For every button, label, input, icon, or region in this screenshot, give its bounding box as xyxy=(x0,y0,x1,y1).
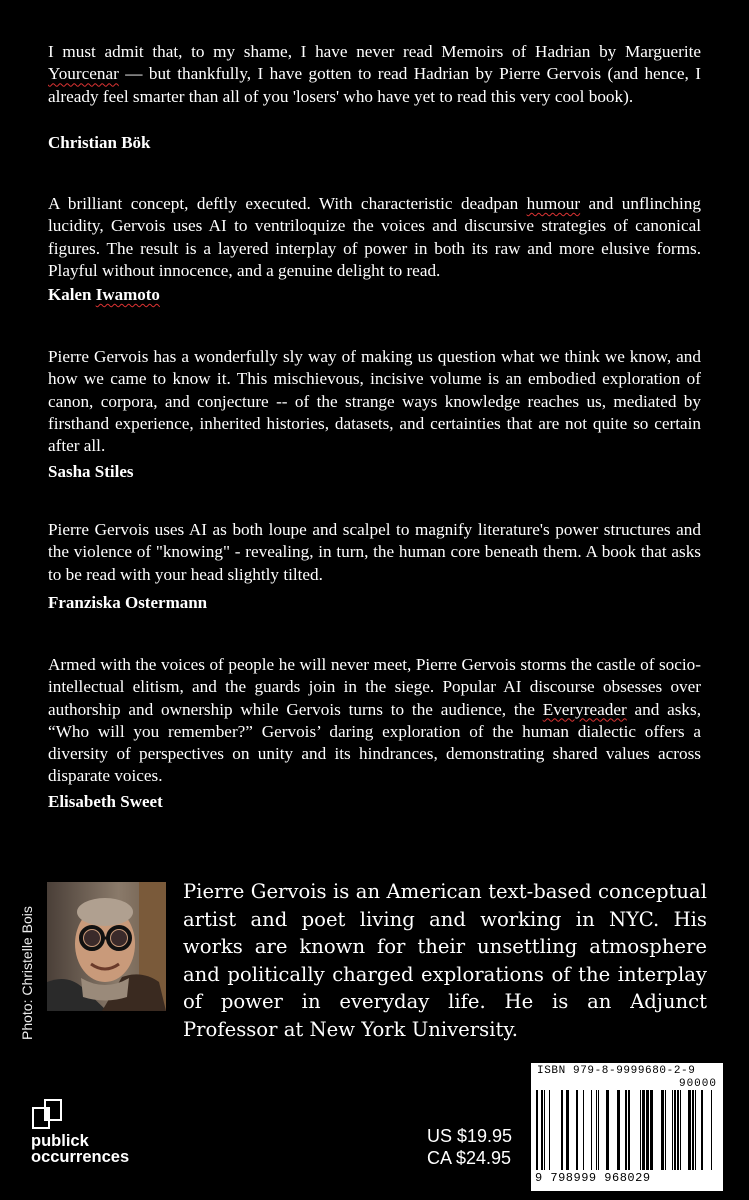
blurb-author: Christian Bök xyxy=(48,133,151,152)
barcode-bar xyxy=(566,1090,569,1170)
barcode-bar xyxy=(606,1090,609,1170)
barcode-bar xyxy=(536,1090,538,1170)
blurb-author: Kalen Iwamoto xyxy=(48,285,160,304)
author-bio: Pierre Gervois is an American text-based conceptual artist and poet living and working in NYC. His works are known for their unsettling atmosphere and politically charged explorations of the interplay of power in everyday life. He is an Adjunct Professor at New York University. xyxy=(183,880,707,1041)
barcode-bar xyxy=(642,1090,645,1170)
barcode-bar xyxy=(598,1090,599,1170)
barcode-bar xyxy=(625,1090,627,1170)
blurb-author: Sasha Stiles xyxy=(48,462,134,481)
barcode-bar xyxy=(674,1090,676,1170)
barcode-bar xyxy=(680,1090,681,1170)
barcode-bar xyxy=(692,1090,694,1170)
blurb-text: — but thankfully, I have gotten to read Hadrian by Pierre Gervois (and hence, I already feel smarter than all of you 'losers' who have yet to read this very cool book). xyxy=(48,64,701,106)
blurb-bok xyxy=(48,41,701,108)
blurb-text: A brilliant concept, deftly executed. With characteristic deadpan xyxy=(48,194,527,213)
barcode-bar xyxy=(688,1090,691,1170)
barcode-bar xyxy=(541,1090,543,1170)
isbn-label: ISBN 979-8-9999680-2-9 xyxy=(537,1065,696,1077)
isbn-barcode xyxy=(531,1063,723,1191)
photo-credit: Photo: Christelle Bois xyxy=(19,906,35,1040)
barcode-digits: 9 798999 968029 xyxy=(535,1171,651,1185)
flagged-word: Everyreader xyxy=(542,699,627,719)
barcode-bar xyxy=(701,1090,703,1170)
barcode-bar xyxy=(549,1090,550,1170)
barcode-bar xyxy=(661,1090,664,1170)
us-price: US $19.95 xyxy=(427,1126,513,1146)
barcode-bar xyxy=(596,1090,597,1170)
blurb-text: I must admit that, to my shame, I have never read Memoirs of Hadrian by Marguerite xyxy=(48,42,701,61)
price-code: 90000 xyxy=(678,1078,717,1090)
price-block xyxy=(427,1125,512,1169)
flagged-word: Yourcenar xyxy=(48,64,119,84)
blurb-text: and asks, “Who will you remember?” Gervois’ daring exploration of the human dialectic offers a diversity of perspectives on unity and its hindrances, demonstrating shared values across disparate voices. xyxy=(48,699,701,786)
author-photo xyxy=(47,882,166,1011)
barcode-bar xyxy=(711,1090,712,1170)
barcode-bar xyxy=(650,1090,653,1170)
blurb-text: and unflinching lucidity, Gervois uses AI to ventriloquize the voices and discursive strategies of canonical figures. The result is a layered interplay of power in both its raw and more elusive forms. Playful without innocence, and a genuine delight to read. xyxy=(48,194,701,280)
barcode-bar xyxy=(617,1090,620,1170)
blurb-stiles xyxy=(48,346,701,457)
blurb-author: Elisabeth Sweet xyxy=(48,792,163,811)
barcode-bars xyxy=(536,1090,718,1170)
barcode-bar xyxy=(576,1090,578,1170)
author-portrait-icon xyxy=(47,882,166,1011)
barcode-bar xyxy=(695,1090,696,1170)
publisher-name: publick occurrences xyxy=(31,1132,130,1166)
blurb-text: Armed with the voices of people he will never meet, Pierre Gervois storms the castle of socio-intellectual elitism, and the guards join in the siege. Popular AI discourse obsesses over authorship and ownership while Gervois turns to the audience, the xyxy=(48,655,701,719)
barcode-bar xyxy=(672,1090,673,1170)
barcode-bar xyxy=(677,1090,679,1170)
publisher-logo-icon xyxy=(31,1098,65,1132)
barcode-bar xyxy=(583,1090,584,1170)
blurb-sweet xyxy=(48,654,701,788)
barcode-bar xyxy=(640,1090,641,1170)
blurb-text: Pierre Gervois has a wonderfully sly way of making us question what we think we know, and how we came to know it. This mischievous, incisive volume is an embodied exploration of canon, corpora, and conjecture -- of the strange ways knowledge reaches us, mediated by firsthand experience, inherited histories, datasets, and certainties that are not quite so certain after all. xyxy=(48,347,701,456)
barcode-bar xyxy=(628,1090,630,1170)
ca-price: CA $24.95 xyxy=(427,1148,512,1168)
barcode-bar xyxy=(665,1090,666,1170)
blurb-text: Pierre Gervois uses AI as both loupe and scalpel to magnify literature's power structures and the violence of "knowing" - revealing, in turn, the human core beneath them. A book that asks to be read with your head slightly tilted. xyxy=(48,520,701,584)
barcode-bar xyxy=(646,1090,649,1170)
flagged-word: humour xyxy=(526,194,581,213)
barcode-bar xyxy=(591,1090,592,1170)
barcode-bar xyxy=(561,1090,563,1170)
blurb-author: Franziska Ostermann xyxy=(48,593,208,612)
barcode-bar xyxy=(544,1090,545,1170)
blurb-iwamoto xyxy=(48,193,701,282)
blurb-ostermann xyxy=(48,519,701,586)
